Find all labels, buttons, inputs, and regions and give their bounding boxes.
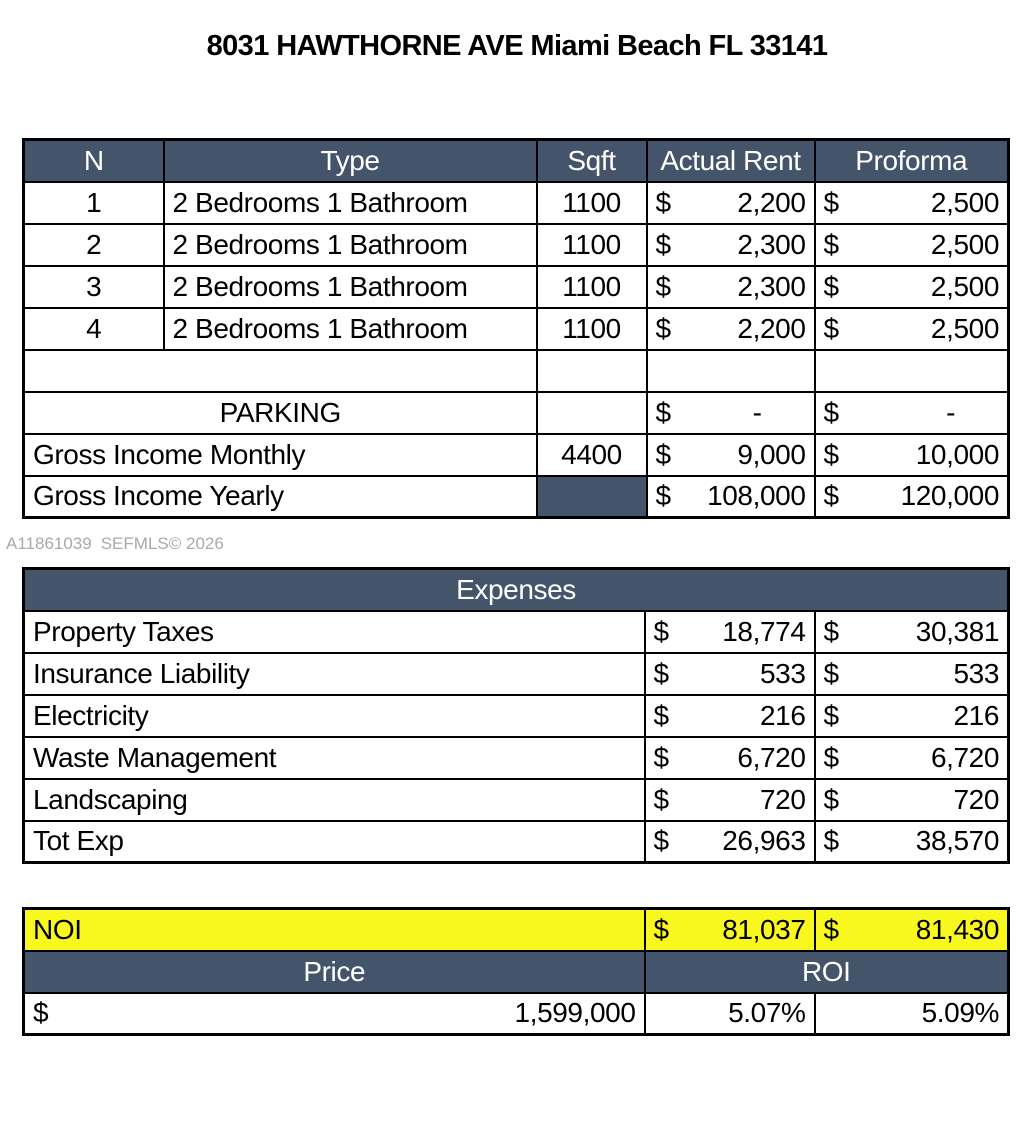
dollar-sign: $ bbox=[655, 438, 671, 470]
expenses-table bbox=[22, 567, 1010, 864]
noi-actual bbox=[645, 909, 815, 951]
dollar-sign: $ bbox=[33, 997, 49, 1029]
noi-row bbox=[24, 909, 1009, 951]
expenses-header: Expenses bbox=[24, 569, 1009, 611]
amount: 6,720 bbox=[737, 741, 806, 773]
empty-cell bbox=[815, 350, 1009, 392]
expense-row bbox=[24, 695, 1009, 737]
expense-row bbox=[24, 737, 1009, 779]
dollar-sign: $ bbox=[823, 270, 839, 302]
mls-id: A11861039 bbox=[6, 534, 92, 553]
dollar-sign: $ bbox=[655, 396, 671, 428]
dollar-sign: $ bbox=[655, 270, 671, 302]
price-roi-values-row bbox=[24, 993, 1009, 1035]
dollar-sign: $ bbox=[653, 825, 669, 857]
noi-proforma bbox=[815, 909, 1009, 951]
amount: 2,300 bbox=[737, 270, 806, 302]
unit-number: 1 bbox=[24, 182, 164, 224]
amount: 9,000 bbox=[737, 438, 806, 470]
unit-sqft: 1100 bbox=[537, 266, 647, 308]
dollar-sign: $ bbox=[823, 186, 839, 218]
unit-sqft: 1100 bbox=[537, 308, 647, 350]
total-expenses-proforma bbox=[815, 821, 1009, 863]
dollar-sign: $ bbox=[653, 783, 669, 815]
dollar-sign: $ bbox=[823, 396, 839, 428]
dollar-sign: $ bbox=[823, 825, 839, 857]
dollar-sign: $ bbox=[655, 480, 671, 512]
amount: 30,381 bbox=[915, 615, 1000, 647]
gross-income-monthly-label: Gross Income Monthly bbox=[24, 434, 537, 476]
expenses-header-row bbox=[24, 569, 1009, 611]
amount: 1,599,000 bbox=[514, 997, 636, 1029]
expense-proforma bbox=[815, 737, 1009, 779]
roi-actual-value: 5.07% bbox=[645, 993, 815, 1035]
amount: 720 bbox=[953, 783, 1000, 815]
parking-proforma bbox=[815, 392, 1009, 434]
gross-income-yearly-label: Gross Income Yearly bbox=[24, 476, 537, 518]
summary-table bbox=[22, 907, 1010, 1036]
dollar-sign: $ bbox=[653, 741, 669, 773]
amount: 2,200 bbox=[737, 312, 806, 344]
amount: 10,000 bbox=[915, 438, 999, 470]
unit-row-3 bbox=[24, 266, 1009, 308]
expense-label: Landscaping bbox=[24, 779, 645, 821]
dollar-sign: $ bbox=[653, 615, 669, 647]
total-expenses-row bbox=[24, 821, 1009, 863]
amount: - bbox=[946, 396, 955, 428]
amount: 120,000 bbox=[900, 480, 999, 512]
expense-proforma bbox=[815, 611, 1009, 653]
price-roi-header-row bbox=[24, 951, 1009, 993]
empty-cell bbox=[24, 350, 537, 392]
amount: 18,774 bbox=[722, 615, 806, 647]
gross-income-monthly-row bbox=[24, 434, 1009, 476]
amount: 720 bbox=[759, 783, 806, 815]
parking-label: PARKING bbox=[24, 392, 537, 434]
empty-cell bbox=[537, 392, 647, 434]
gross-income-monthly-actual bbox=[647, 434, 815, 476]
roi-proforma-value: 5.09% bbox=[815, 993, 1009, 1035]
unit-sqft: 1100 bbox=[537, 182, 647, 224]
amount: - bbox=[752, 396, 762, 428]
amount: 2,300 bbox=[737, 228, 806, 260]
parking-actual-rent bbox=[647, 392, 815, 434]
dollar-sign: $ bbox=[823, 615, 839, 647]
col-header-actual-rent: Actual Rent bbox=[647, 140, 815, 182]
expense-label: Electricity bbox=[24, 695, 645, 737]
amount: 216 bbox=[759, 699, 806, 731]
unit-sqft: 1100 bbox=[537, 224, 647, 266]
unit-type: 2 Bedrooms 1 Bathroom bbox=[164, 266, 537, 308]
price-value bbox=[24, 993, 645, 1035]
expense-proforma bbox=[815, 779, 1009, 821]
amount: 6,720 bbox=[930, 741, 1000, 773]
unit-proforma bbox=[815, 182, 1009, 224]
total-expenses-actual bbox=[645, 821, 815, 863]
col-header-proforma: Proforma bbox=[815, 140, 1009, 182]
expense-actual bbox=[645, 611, 815, 653]
expense-row bbox=[24, 611, 1009, 653]
dollar-sign: $ bbox=[823, 438, 839, 470]
unit-row-1 bbox=[24, 182, 1009, 224]
dollar-sign: $ bbox=[823, 312, 839, 344]
filled-cell bbox=[537, 476, 647, 518]
expense-row bbox=[24, 779, 1009, 821]
col-header-n: N bbox=[24, 140, 164, 182]
roi-header: ROI bbox=[645, 951, 1009, 993]
dollar-sign: $ bbox=[823, 657, 839, 689]
unit-type: 2 Bedrooms 1 Bathroom bbox=[164, 182, 537, 224]
amount: 108,000 bbox=[707, 480, 806, 512]
amount: 81,430 bbox=[915, 913, 999, 945]
mls-copyright: SEFMLS© 2026 bbox=[100, 534, 224, 553]
expense-actual bbox=[645, 779, 815, 821]
spacer-row bbox=[24, 350, 1009, 392]
dollar-sign: $ bbox=[653, 657, 669, 689]
amount: 216 bbox=[953, 699, 1000, 731]
unit-proforma bbox=[815, 224, 1009, 266]
dollar-sign: $ bbox=[655, 186, 671, 218]
dollar-sign: $ bbox=[655, 228, 671, 260]
gross-income-monthly-proforma bbox=[815, 434, 1009, 476]
empty-cell bbox=[647, 350, 815, 392]
unit-number: 2 bbox=[24, 224, 164, 266]
rent-table bbox=[22, 138, 1010, 519]
expense-actual bbox=[645, 695, 815, 737]
amount: 533 bbox=[759, 657, 806, 689]
unit-number: 4 bbox=[24, 308, 164, 350]
dollar-sign: $ bbox=[655, 312, 671, 344]
watermark bbox=[6, 534, 1034, 555]
empty-cell bbox=[537, 350, 647, 392]
col-header-type: Type bbox=[164, 140, 537, 182]
dollar-sign: $ bbox=[653, 699, 669, 731]
expense-actual bbox=[645, 653, 815, 695]
dollar-sign: $ bbox=[653, 913, 669, 945]
expense-proforma bbox=[815, 653, 1009, 695]
gross-income-yearly-proforma bbox=[815, 476, 1009, 518]
dollar-sign: $ bbox=[823, 913, 839, 945]
amount: 2,500 bbox=[930, 228, 999, 260]
parking-row bbox=[24, 392, 1009, 434]
total-sqft: 4400 bbox=[537, 434, 647, 476]
noi-label: NOI bbox=[24, 909, 645, 951]
unit-actual-rent bbox=[647, 266, 815, 308]
expense-label: Insurance Liability bbox=[24, 653, 645, 695]
dollar-sign: $ bbox=[823, 783, 839, 815]
amount: 2,500 bbox=[930, 186, 999, 218]
expense-row bbox=[24, 653, 1009, 695]
dollar-sign: $ bbox=[823, 741, 839, 773]
amount: 81,037 bbox=[722, 913, 806, 945]
unit-row-2 bbox=[24, 224, 1009, 266]
unit-proforma bbox=[815, 308, 1009, 350]
unit-type: 2 Bedrooms 1 Bathroom bbox=[164, 224, 537, 266]
expense-label: Property Taxes bbox=[24, 611, 645, 653]
amount: 2,200 bbox=[737, 186, 806, 218]
rent-table-header-row bbox=[24, 140, 1009, 182]
amount: 26,963 bbox=[722, 825, 806, 857]
expense-proforma bbox=[815, 695, 1009, 737]
gross-income-yearly-actual bbox=[647, 476, 815, 518]
amount: 2,500 bbox=[930, 312, 999, 344]
unit-type: 2 Bedrooms 1 Bathroom bbox=[164, 308, 537, 350]
price-header: Price bbox=[24, 951, 645, 993]
dollar-sign: $ bbox=[823, 480, 839, 512]
unit-number: 3 bbox=[24, 266, 164, 308]
dollar-sign: $ bbox=[823, 228, 839, 260]
unit-row-4 bbox=[24, 308, 1009, 350]
unit-actual-rent bbox=[647, 182, 815, 224]
gross-income-yearly-row bbox=[24, 476, 1009, 518]
unit-actual-rent bbox=[647, 308, 815, 350]
amount: 38,570 bbox=[915, 825, 1000, 857]
expense-label: Waste Management bbox=[24, 737, 645, 779]
unit-proforma bbox=[815, 266, 1009, 308]
expense-actual bbox=[645, 737, 815, 779]
dollar-sign: $ bbox=[823, 699, 839, 731]
page-title: 8031 HAWTHORNE AVE Miami Beach FL 33141 bbox=[206, 30, 828, 62]
total-expenses-label: Tot Exp bbox=[24, 821, 645, 863]
amount: 2,500 bbox=[930, 270, 999, 302]
amount: 533 bbox=[953, 657, 1000, 689]
col-header-sqft: Sqft bbox=[537, 140, 647, 182]
unit-actual-rent bbox=[647, 224, 815, 266]
